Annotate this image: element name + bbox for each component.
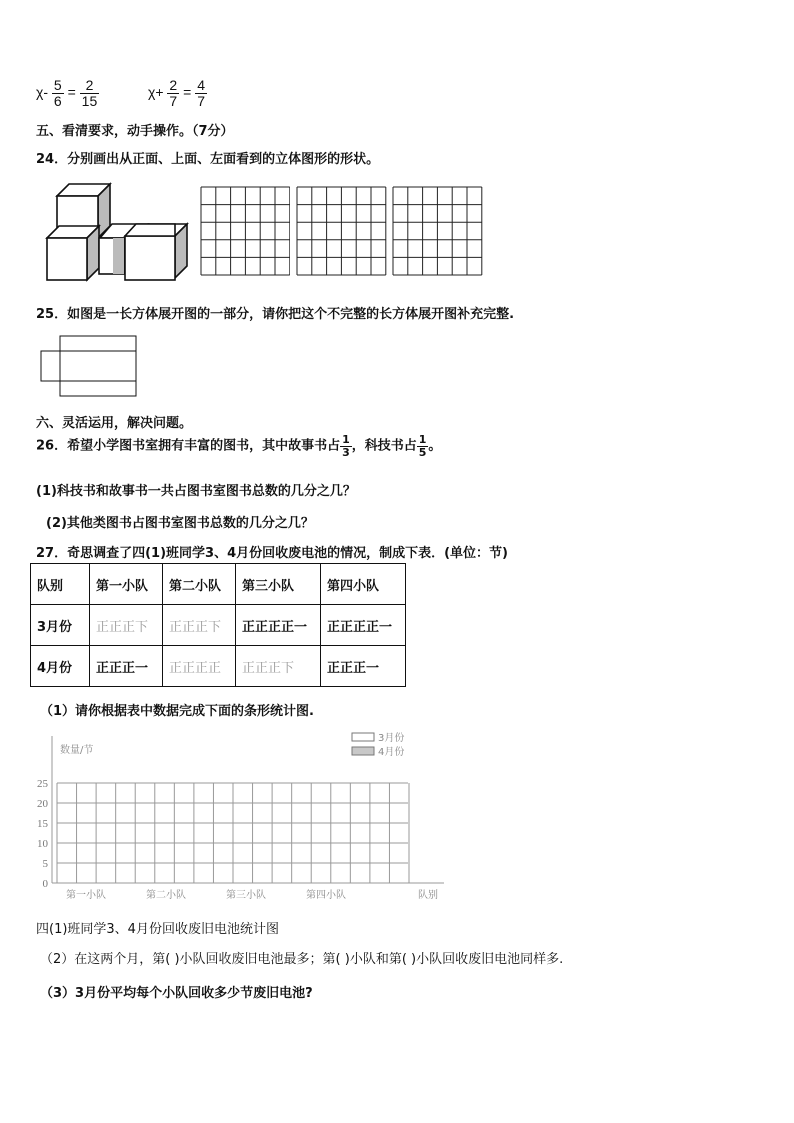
x-tick-label: 第二小队 bbox=[146, 890, 186, 901]
question-24: 24．分别画出从正面、上面、左面看到的立体图形的形状。 bbox=[36, 152, 380, 167]
drawing-grid-top bbox=[296, 186, 390, 276]
table-header: 第三小队 bbox=[236, 564, 321, 605]
variable-x: χ+ bbox=[148, 83, 164, 100]
table-row bbox=[31, 605, 406, 646]
table-cell: 正正正一 bbox=[90, 646, 163, 687]
question-26-part-2: (2)其他类图书占图书室图书总数的几分之几？ bbox=[46, 516, 314, 531]
fraction: $\frac{2}{7}$ bbox=[169, 77, 178, 109]
fraction: $\frac{1}{5}$ bbox=[418, 433, 427, 459]
y-tick-label: 20 bbox=[37, 798, 48, 810]
equation-2: χ+ $\frac{2}{7}$ = $\frac{4}{7}$ bbox=[148, 77, 205, 109]
table-cell: 正正正正 bbox=[163, 646, 236, 687]
x-tick-label: 第一小队 bbox=[66, 890, 106, 901]
table-cell: 正正正正一 bbox=[236, 605, 321, 646]
table-header: 队别 bbox=[31, 564, 90, 605]
legend-swatch bbox=[352, 733, 374, 741]
x-axis-label: 队别 bbox=[418, 890, 438, 901]
fraction: $\frac{2}{15}$ bbox=[81, 77, 98, 109]
legend-label: 4月份 bbox=[378, 747, 405, 758]
question-26-part-1: (1)科技书和故事书一共占图书室图书总数的几分之几？ bbox=[36, 484, 356, 499]
fraction: $\frac{5}{6}$ bbox=[53, 77, 62, 109]
drawing-grid-left bbox=[392, 186, 486, 276]
legend-swatch bbox=[352, 747, 374, 755]
drawing-grid-front bbox=[200, 186, 290, 276]
bar-chart bbox=[28, 728, 458, 906]
section-6-heading: 六、灵活运用，解决问题。 bbox=[36, 416, 193, 431]
table-header: 第一小队 bbox=[90, 564, 163, 605]
cuboid-net-figure bbox=[40, 334, 140, 400]
table-header: 第四小队 bbox=[321, 564, 406, 605]
x-tick-label: 第四小队 bbox=[306, 890, 346, 901]
fraction: $\frac{4}{7}$ bbox=[197, 77, 205, 109]
table-cell: 正正正下 bbox=[163, 605, 236, 646]
equation-1: χ- $\frac{5}{6}$ = $\frac{2}{15}$ bbox=[36, 77, 98, 109]
section-5-heading: 五、看清要求，动手操作。（7分） bbox=[36, 124, 234, 139]
chart-title: 四(1)班同学3、4月份回收废旧电池统计图 bbox=[36, 922, 279, 937]
y-tick-label: 10 bbox=[37, 838, 48, 850]
y-tick-label: 5 bbox=[42, 858, 48, 870]
y-tick-label: 15 bbox=[37, 818, 48, 830]
question-27-part-3: （3）3月份平均每个小队回收多少节废旧电池? bbox=[40, 986, 313, 1001]
cube-stack-figure bbox=[44, 180, 194, 288]
table-cell: 正正正正一 bbox=[321, 605, 406, 646]
question-27-part-2: （2）在这两个月，第( )小队回收废旧电池最多；第( )小队和第( )小队回收废旧电池同样多. bbox=[40, 952, 564, 967]
legend-label: 3月份 bbox=[378, 733, 405, 744]
question-27-part-1: （1）请你根据表中数据完成下面的条形统计图. bbox=[40, 704, 314, 719]
table-cell: 正正正下 bbox=[236, 646, 321, 687]
table-header-row bbox=[31, 564, 406, 605]
variable-x: χ- bbox=[36, 83, 49, 100]
table-header: 第二小队 bbox=[163, 564, 236, 605]
row-label: 3月份 bbox=[31, 605, 90, 646]
table-row bbox=[31, 646, 406, 687]
row-label: 4月份 bbox=[31, 646, 90, 687]
y-axis-label: 数量/节 bbox=[60, 745, 94, 756]
table-cell: 正正正一 bbox=[321, 646, 406, 687]
question-25: 25．如图是一长方体展开图的一部分，请你把这个不完整的长方体展开图补充完整. bbox=[36, 307, 515, 322]
question-27: 27．奇思调查了四(1)班同学3、4月份回收废电池的情况，制成下表．(单位：节) bbox=[36, 546, 508, 561]
y-tick-label: 0 bbox=[42, 878, 48, 890]
question-26: 26．希望小学图书室拥有丰富的图书，其中故事书占 $\frac{1}{3}$ ，科技书占 $\frac{1}{5}$ 。 bbox=[36, 433, 442, 459]
fraction: $\frac{1}{3}$ bbox=[342, 433, 350, 459]
y-tick-label: 25 bbox=[37, 778, 48, 790]
tally-table bbox=[30, 563, 406, 687]
x-tick-label: 第三小队 bbox=[226, 890, 266, 901]
table-cell: 正正正下 bbox=[90, 605, 163, 646]
